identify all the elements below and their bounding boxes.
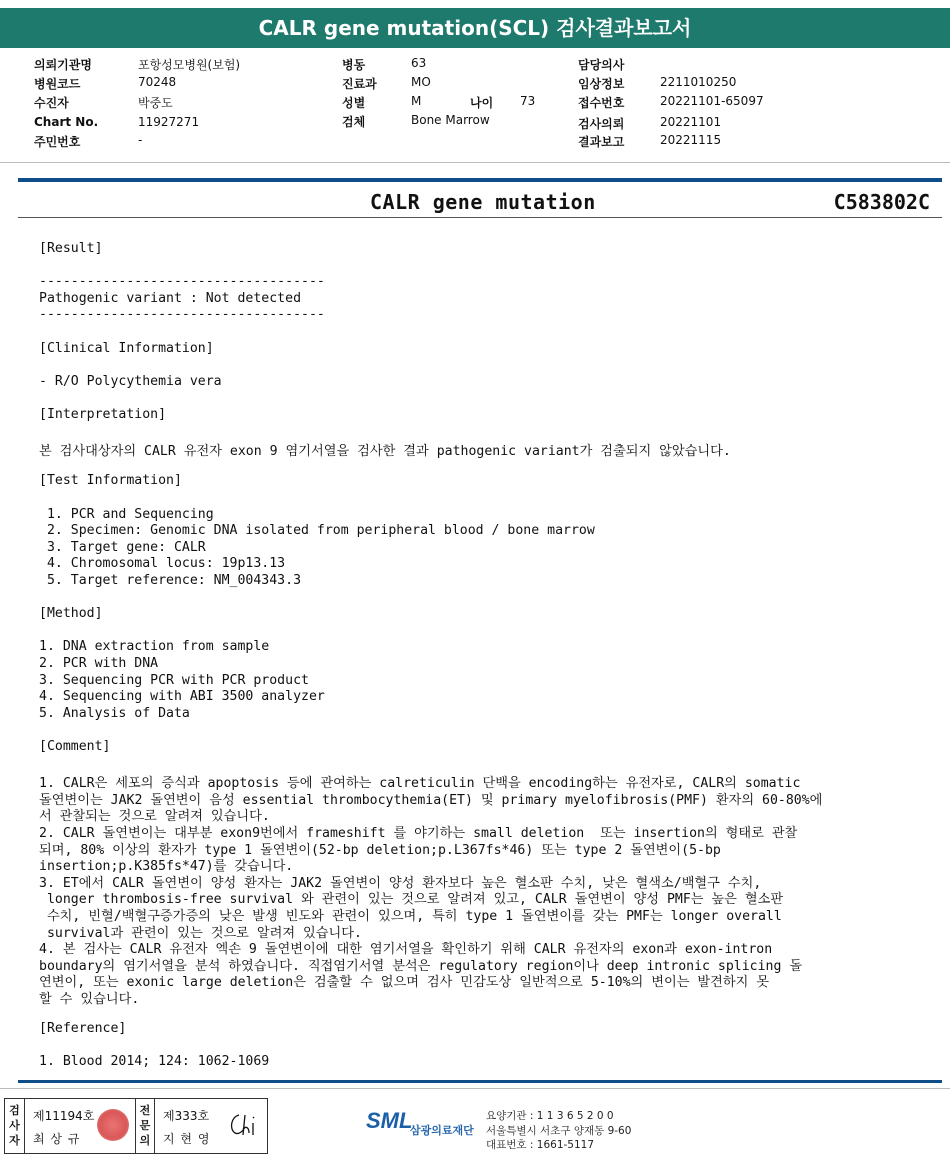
signature-box: [4, 1098, 268, 1154]
specimen-value: Bone Marrow: [411, 113, 490, 127]
body-line: Pathogenic variant : Not detected: [39, 290, 302, 306]
dept-value: MO: [411, 75, 431, 89]
examiner-license: 제11194호: [33, 1109, 95, 1123]
receipt-value: 20221101-65097: [660, 94, 764, 108]
resident-label: 주민번호: [34, 135, 81, 149]
specialist-license: 제333호: [163, 1109, 210, 1123]
address: 서울특별시 서초구 양재동 9-60: [486, 1125, 632, 1137]
body-line: 서 관찰되는 것으로 알려져 있습니다.: [39, 809, 270, 825]
body-line: 1. CALR은 세포의 증식과 apoptosis 등에 관여하는 calreticulin 단백을 encoding하는 유전자로, CALR의 somatic: [39, 776, 801, 792]
specialist-role: 전 문 의: [135, 1099, 155, 1153]
sex-value: M: [411, 94, 422, 108]
phone: 대표번호 : 1661-5117: [486, 1139, 595, 1151]
body-line: [Comment]: [39, 739, 111, 754]
body-line: - R/O Polycythemia vera: [39, 373, 222, 389]
examiner-name: 최 상 규: [33, 1132, 81, 1146]
hospital-code-label: 병원코드: [34, 77, 81, 91]
body-line: 할 수 있습니다.: [39, 992, 140, 1007]
body-line: boundary의 염기서열을 분석 하였습니다. 직접염기서열 분석은 regulatory region이나 deep intronic splicing 돌: [39, 958, 803, 974]
body-line: 1. DNA extraction from sample: [39, 639, 270, 655]
age-value: 73: [520, 94, 536, 108]
clinical-label: 임상정보: [578, 77, 625, 91]
body-line: insertion;p.K385fs*47)를 갖습니다.: [39, 859, 294, 875]
footer: [0, 1094, 950, 1164]
body-line: 1. PCR and Sequencing: [39, 506, 214, 522]
hospital-code-value: 70248: [138, 75, 177, 89]
org-name: 삼광의료재단: [410, 1124, 474, 1137]
examiner-role: 검 사 자: [5, 1099, 25, 1153]
body-line: survival과 관련이 있는 것으로 알려져 있습니다.: [39, 925, 362, 941]
ward-label: 병동: [342, 58, 366, 72]
handwritten-signature-icon: [227, 1111, 263, 1141]
report-body: [39, 241, 929, 1081]
report-top-rule: [18, 178, 942, 182]
care-institution: 요양기관 : 1 1 3 6 5 2 0 0: [486, 1110, 614, 1122]
chart-value: 11927271: [138, 115, 200, 129]
ward-value: 63: [411, 56, 427, 70]
body-line: longer thrombosis-free survival 와 관련이 있는 것으로 알려져 있고, CALR 돌연변이 양성 PMF는 높은 혈소판: [39, 892, 784, 908]
body-line: ------------------------------------: [39, 307, 325, 323]
report-bottom-rule: [18, 1080, 942, 1083]
patient-label: 수진자: [34, 96, 69, 110]
specialist-name: 지 현 영: [163, 1132, 211, 1146]
receipt-label: 접수번호: [578, 96, 625, 110]
report-code: C583802C: [833, 190, 930, 214]
body-line: ------------------------------------: [39, 274, 325, 290]
report-date-label: 결과보고: [578, 135, 625, 149]
doctor-label: 담당의사: [578, 58, 625, 72]
body-line: [Test Information]: [39, 473, 182, 489]
report-title-rule: [18, 217, 942, 218]
patient-value: 박중도: [138, 96, 173, 110]
body-line: 4. Sequencing with ABI 3500 analyzer: [39, 689, 325, 705]
body-line: 되며, 80% 이상의 환자가 type 1 돌연변이(52-bp deletion;p.L367fs*46) 또는 type 2 돌연변이(5-bp: [39, 842, 721, 858]
body-line: [Interpretation]: [39, 407, 167, 422]
chart-label: Chart No.: [34, 115, 99, 129]
report-header-title: CALR gene mutation(SCL) 검사결과보고서: [0, 8, 950, 48]
body-line: 1. Blood 2014; 124: 1062-1069: [39, 1054, 270, 1070]
seal-stamp: [97, 1109, 129, 1141]
resident-value: -: [138, 133, 143, 147]
specimen-label: 검체: [342, 115, 366, 129]
institution-value: 포항성모병원(보험): [138, 58, 241, 72]
request-label: 검사의뢰: [578, 117, 625, 131]
body-line: 2. CALR 돌연변이는 대부분 exon9번에서 frameshift 를 야기하는 small deletion 또는 insertion의 형태로 관찰: [39, 826, 798, 841]
body-line: 본 검사대상자의 CALR 유전자 exon 9 염기서열을 검사한 결과 pathogenic variant가 검출되지 않았습니다.: [39, 444, 731, 460]
age-label: 나이: [470, 96, 494, 110]
sml-logo: SML: [366, 1108, 413, 1133]
request-value: 20221101: [660, 115, 722, 129]
report-date-value: 20221115: [660, 133, 722, 147]
body-line: 4. Chromosomal locus: 19p13.13: [39, 556, 286, 572]
footer-divider: [0, 1088, 950, 1089]
dept-label: 진료과: [342, 77, 377, 91]
body-line: 4. 본 검사는 CALR 유전자 엑손 9 돌연변이에 대한 염기서열을 확인하기 위해 CALR 유전자의 exon과 exon-intron: [39, 942, 773, 958]
report-title: CALR gene mutation: [370, 190, 596, 214]
clinical-value: 2211010250: [660, 75, 737, 89]
body-line: [Reference]: [39, 1021, 127, 1037]
body-line: 3. Sequencing PCR with PCR product: [39, 672, 309, 688]
body-line: [Method]: [39, 606, 103, 622]
body-line: 2. Specimen: Genomic DNA isolated from peripheral blood / bone marrow: [39, 523, 595, 539]
body-line: [Result]: [39, 241, 103, 256]
body-line: 2. PCR with DNA: [39, 656, 159, 671]
body-line: 돌연변이는 JAK2 돌연변이 음성 essential thrombocythemia(ET) 및 primary myelofibrosis(PMF) 환자의 60-80%에: [39, 792, 823, 808]
sex-label: 성별: [342, 96, 366, 110]
body-line: 연변이, 또는 exonic large deletion은 검출할 수 없으며 검사 민감도상 일반적으로 5-10%의 변이는 발견하지 못: [39, 975, 770, 991]
body-line: 3. Target gene: CALR: [39, 539, 206, 555]
body-line: 3. ET에서 CALR 돌연변이 양성 환자는 JAK2 돌연변이 양성 환자보다 높은 혈소판 수치, 낮은 혈색소/백혈구 수치,: [39, 875, 762, 891]
patient-info-panel: [0, 56, 950, 156]
body-line: [Clinical Information]: [39, 340, 214, 356]
body-line: 5. Target reference: NM_004343.3: [39, 573, 302, 588]
info-divider: [0, 162, 950, 163]
body-line: 수치, 빈혈/백혈구증가증의 낮은 발생 빈도와 관련이 있으며, 특히 type 1 돌연변이를 갖는 PMF는 longer overall: [39, 909, 782, 924]
body-line: 5. Analysis of Data: [39, 705, 190, 721]
institution-label: 의뢰기관명: [34, 58, 92, 72]
